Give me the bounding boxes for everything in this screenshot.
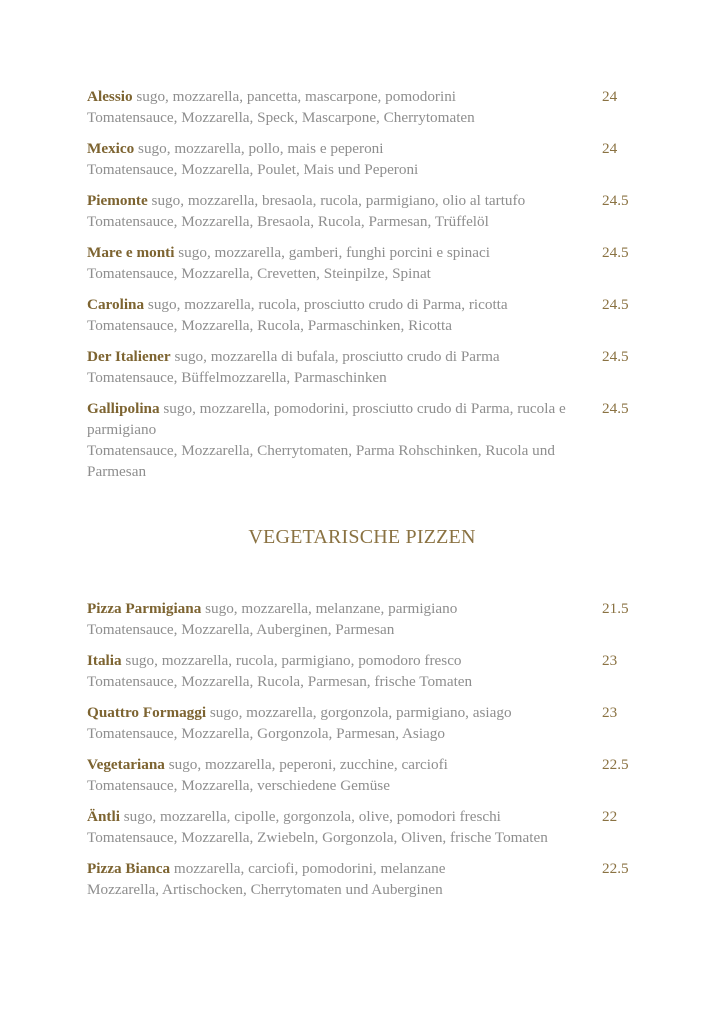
item-name: Mare e monti <box>87 244 175 261</box>
item-price: 24 <box>602 88 618 105</box>
item-description-german: Tomatensauce, Mozzarella, Poulet, Mais und Peperoni <box>87 161 419 178</box>
menu-item <box>87 754 647 796</box>
item-description-italian: mozzarella, carciofi, pomodorini, melanzane <box>173 860 446 877</box>
item-description-german: Tomatensauce, Mozzarella, Crevetten, Steinpilze, Spinat <box>87 265 431 282</box>
item-price: 23 <box>602 652 618 669</box>
item-price: 22 <box>602 808 618 825</box>
item-description-italian: sugo, mozzarella, melanzane, parmigiano <box>205 600 458 617</box>
menu-item <box>87 806 647 848</box>
item-name: Carolina <box>87 296 145 313</box>
item-price: 22.5 <box>602 860 629 877</box>
section-title-vegetarian: VEGETARISCHE PIZZEN <box>248 526 476 548</box>
item-description-italian: sugo, mozzarella, pollo, mais e peperoni <box>138 140 384 157</box>
item-description-italian: sugo, mozzarella, rucola, prosciutto crudo di Parma, ricotta <box>147 296 508 313</box>
item-description-italian: sugo, mozzarella, pancetta, mascarpone, pomodorini <box>136 88 457 105</box>
menu-item <box>87 346 647 388</box>
item-description-italian: sugo, mozzarella, rucola, parmigiano, pomodoro fresco <box>125 652 462 669</box>
item-name: Der Italiener <box>87 348 171 365</box>
item-price: 24 <box>602 140 618 157</box>
item-description-italian: sugo, mozzarella, gamberi, funghi porcini e spinaci <box>178 244 490 261</box>
item-description-german: Tomatensauce, Mozzarella, verschiedene Gemüse <box>87 777 390 794</box>
item-description-italian: sugo, mozzarella, gorgonzola, parmigiano, asiago <box>209 704 512 721</box>
pizza-list-vegetarian <box>87 598 647 910</box>
item-description-german: Mozzarella, Artischocken, Cherrytomaten und Auberginen <box>87 881 443 898</box>
item-description-german: Tomatensauce, Mozzarella, Auberginen, Parmesan <box>87 621 395 638</box>
menu-item <box>87 242 647 284</box>
item-description-german: Tomatensauce, Mozzarella, Zwiebeln, Gorgonzola, Oliven, frische Tomaten <box>87 829 548 846</box>
item-price: 24.5 <box>602 192 629 209</box>
item-name: Piemonte <box>87 192 148 209</box>
item-name: Äntli <box>87 808 120 825</box>
pizza-list-top <box>87 86 647 492</box>
item-name: Vegetariana <box>87 756 165 773</box>
item-name: Mexico <box>87 140 135 157</box>
menu-item <box>87 598 647 640</box>
item-name: Alessio <box>87 88 133 105</box>
item-description-italian: sugo, mozzarella di bufala, prosciutto crudo di Parma <box>174 348 500 365</box>
item-description-german: Tomatensauce, Mozzarella, Rucola, Parmaschinken, Ricotta <box>87 317 452 334</box>
item-description-german: Tomatensauce, Mozzarella, Gorgonzola, Parmesan, Asiago <box>87 725 445 742</box>
item-price: 22.5 <box>602 756 629 773</box>
item-description-italian: sugo, mozzarella, cipolle, gorgonzola, olive, pomodori freschi <box>123 808 501 825</box>
item-description-italian: sugo, mozzarella, pomodorini, prosciutto crudo di Parma, rucola e parmigiano <box>87 400 566 438</box>
item-name: Quattro Formaggi <box>87 704 207 721</box>
item-description-german: Tomatensauce, Büffelmozzarella, Parmaschinken <box>87 369 387 386</box>
item-description-german: Tomatensauce, Mozzarella, Rucola, Parmesan, frische Tomaten <box>87 673 473 690</box>
menu-item <box>87 86 647 128</box>
item-price: 24.5 <box>602 296 629 313</box>
item-description-german: Tomatensauce, Mozzarella, Cherrytomaten, Parma Rohschinken, Rucola und Parmesan <box>87 442 555 480</box>
item-description-italian: sugo, mozzarella, peperoni, zucchine, carciofi <box>168 756 448 773</box>
item-description-german: Tomatensauce, Mozzarella, Speck, Mascarpone, Cherrytomaten <box>87 109 475 126</box>
item-price: 24.5 <box>602 244 629 261</box>
menu-item <box>87 190 647 232</box>
item-name: Italia <box>87 652 122 669</box>
menu-item <box>87 398 647 482</box>
menu-item <box>87 138 647 180</box>
item-name: Pizza Bianca <box>87 860 171 877</box>
item-price: 24.5 <box>602 348 629 365</box>
menu-item <box>87 650 647 692</box>
menu-item <box>87 294 647 336</box>
item-name: Gallipolina <box>87 400 160 417</box>
item-description-italian: sugo, mozzarella, bresaola, rucola, parmigiano, olio al tartufo <box>151 192 526 209</box>
menu-item <box>87 702 647 744</box>
item-price: 23 <box>602 704 618 721</box>
menu-item <box>87 858 647 900</box>
item-description-german: Tomatensauce, Mozzarella, Bresaola, Rucola, Parmesan, Trüffelöl <box>87 213 489 230</box>
item-price: 24.5 <box>602 400 629 417</box>
item-price: 21.5 <box>602 600 629 617</box>
item-name: Pizza Parmigiana <box>87 600 202 617</box>
